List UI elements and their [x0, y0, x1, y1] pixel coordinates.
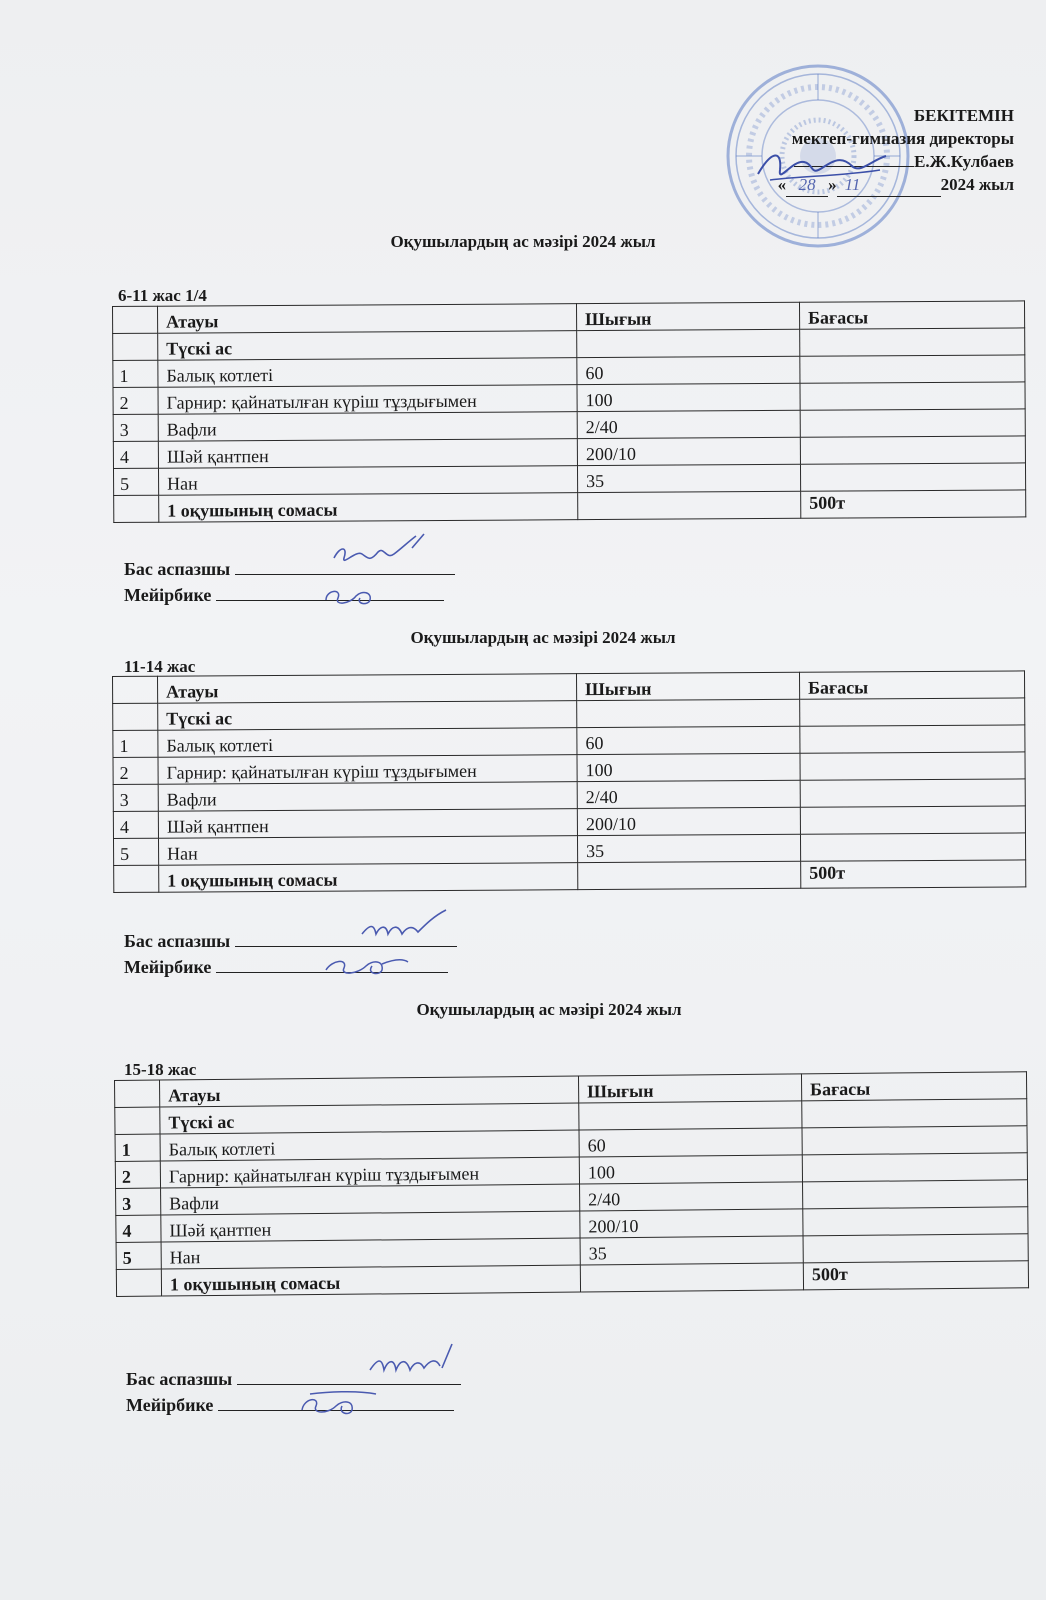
- row-num: 4: [113, 811, 158, 838]
- section-1-age: 6-11 жас 1/4: [118, 286, 207, 305]
- date-day: 28: [786, 173, 828, 197]
- nurse-label: Мейірбике: [124, 585, 212, 605]
- row-num: 5: [116, 1242, 161, 1269]
- row-num: 2: [113, 757, 158, 784]
- row-num: 1: [115, 1134, 160, 1161]
- nurse-signature-icon: [320, 582, 390, 608]
- row-qty: 100: [579, 1155, 802, 1184]
- row-qty: 35: [577, 464, 800, 492]
- section-2-title: Оқушылардың ас мәзірі 2024 жыл: [410, 628, 676, 647]
- date-open-quote: «: [777, 175, 787, 194]
- menu-table-1: [112, 300, 1026, 523]
- header-num: [115, 1080, 160, 1107]
- row-price: [800, 355, 1025, 383]
- nurse-signature-icon: [296, 1388, 386, 1418]
- header-qty: Шығын: [578, 1074, 801, 1103]
- row-price: [800, 409, 1025, 437]
- row-price: [800, 463, 1025, 491]
- chef-signature-icon: [326, 528, 436, 572]
- row-price: [800, 725, 1025, 753]
- row-price: [802, 1126, 1027, 1155]
- total-row: [114, 490, 1026, 523]
- header-name: Атауы: [158, 674, 577, 704]
- row-name: Гарнир: қайнатылған күріш тұздығымен: [158, 385, 577, 415]
- row-name: Нан: [161, 1238, 580, 1269]
- row-name: Вафли: [161, 1184, 580, 1215]
- section-3-age: 15-18 жас: [124, 1060, 197, 1079]
- row-num: 1: [113, 730, 158, 757]
- meal-label: Түскі ас: [160, 1103, 579, 1134]
- row-qty: 2/40: [577, 780, 800, 808]
- row-name: Шәй қантпен: [158, 809, 577, 839]
- director-position: мектеп-гимназия директоры: [791, 129, 1014, 148]
- director-name: Е.Ж.Кулбаев: [914, 152, 1014, 171]
- row-qty: 60: [577, 726, 800, 754]
- row-qty: 100: [577, 753, 800, 781]
- row-price: [800, 806, 1025, 834]
- date-year: 2024 жыл: [940, 175, 1014, 194]
- header-num: [113, 676, 158, 703]
- header-name: Атауы: [160, 1076, 579, 1107]
- header-qty: Шығын: [576, 672, 799, 700]
- row-name: Гарнир: қайнатылған күріш тұздығымен: [160, 1157, 579, 1188]
- row-num: 1: [113, 360, 158, 387]
- menu-table-3: [114, 1071, 1029, 1297]
- row-qty: 100: [577, 383, 800, 411]
- row-qty: 60: [579, 1128, 802, 1157]
- row-num: 5: [113, 838, 158, 865]
- row-price: [803, 1180, 1028, 1209]
- chef-label: Бас аспазшы: [124, 559, 231, 579]
- row-price: [800, 436, 1025, 464]
- row-name: Балық котлеті: [158, 358, 577, 388]
- date-close-quote: »: [828, 175, 837, 194]
- nurse-label: Мейірбике: [124, 957, 212, 977]
- nurse-label: Мейірбике: [126, 1395, 214, 1415]
- section-1-title: Оқушылардың ас мәзірі 2024 жыл: [390, 232, 656, 251]
- row-num: 5: [113, 468, 158, 495]
- row-num: 3: [113, 784, 158, 811]
- total-value: 500т: [801, 860, 1026, 888]
- date-month: 11: [837, 173, 941, 197]
- header-num: [113, 306, 158, 333]
- header-price: Бағасы: [799, 301, 1024, 329]
- nurse-signature-icon: [322, 950, 412, 978]
- row-name: Шәй қантпен: [161, 1211, 580, 1242]
- row-name: Нан: [158, 466, 577, 496]
- header-price: Бағасы: [799, 671, 1024, 699]
- row-price: [803, 1234, 1028, 1263]
- header-qty: Шығын: [576, 302, 799, 330]
- row-name: Вафли: [158, 782, 577, 812]
- row-num: 2: [113, 387, 158, 414]
- menu-table-2: [112, 670, 1026, 893]
- row-qty: 35: [580, 1236, 803, 1265]
- row-num: 3: [113, 414, 158, 441]
- total-row: [114, 860, 1026, 893]
- total-label: 1 оқушының сомасы: [161, 1265, 580, 1296]
- approval-title: БЕКІТЕМІН: [913, 106, 1014, 125]
- chef-label: Бас аспазшы: [124, 931, 231, 951]
- total-value: 500т: [803, 1261, 1028, 1290]
- row-name: Вафли: [158, 412, 577, 442]
- row-price: [800, 752, 1025, 780]
- row-price: [803, 1207, 1028, 1236]
- row-num: 2: [115, 1161, 160, 1188]
- section-2-age: 11-14 жас: [124, 657, 196, 676]
- row-qty: 2/40: [577, 410, 800, 438]
- row-price: [800, 833, 1025, 861]
- director-signature-icon: [752, 140, 892, 190]
- row-name: Нан: [158, 836, 577, 866]
- row-num: 3: [116, 1188, 161, 1215]
- total-value: 500т: [801, 490, 1026, 518]
- row-qty: 2/40: [580, 1182, 803, 1211]
- section-3-title: Оқушылардың ас мәзірі 2024 жыл: [416, 1000, 682, 1019]
- row-qty: 60: [577, 356, 800, 384]
- row-qty: 200/10: [580, 1209, 803, 1238]
- chef-signature-icon: [356, 906, 456, 946]
- row-qty: 200/10: [577, 807, 800, 835]
- row-qty: 35: [577, 834, 800, 862]
- meal-label: Түскі ас: [158, 331, 577, 361]
- row-num: 4: [116, 1215, 161, 1242]
- row-price: [802, 1153, 1027, 1182]
- meal-label: Түскі ас: [158, 701, 577, 731]
- row-num: 4: [113, 441, 158, 468]
- row-name: Гарнир: қайнатылған күріш тұздығымен: [158, 755, 577, 785]
- row-name: Шәй қантпен: [158, 439, 577, 469]
- chef-label: Бас аспазшы: [126, 1369, 233, 1389]
- row-name: Балық котлеті: [160, 1130, 579, 1161]
- row-price: [800, 779, 1025, 807]
- total-label: 1 оқушының сомасы: [159, 493, 578, 523]
- chef-signature-icon: [366, 1340, 466, 1380]
- row-qty: 200/10: [577, 437, 800, 465]
- total-label: 1 оқушының сомасы: [159, 863, 578, 893]
- header-price: Бағасы: [801, 1072, 1026, 1101]
- row-price: [800, 382, 1025, 410]
- row-name: Балық котлеті: [158, 728, 577, 758]
- header-name: Атауы: [158, 304, 577, 334]
